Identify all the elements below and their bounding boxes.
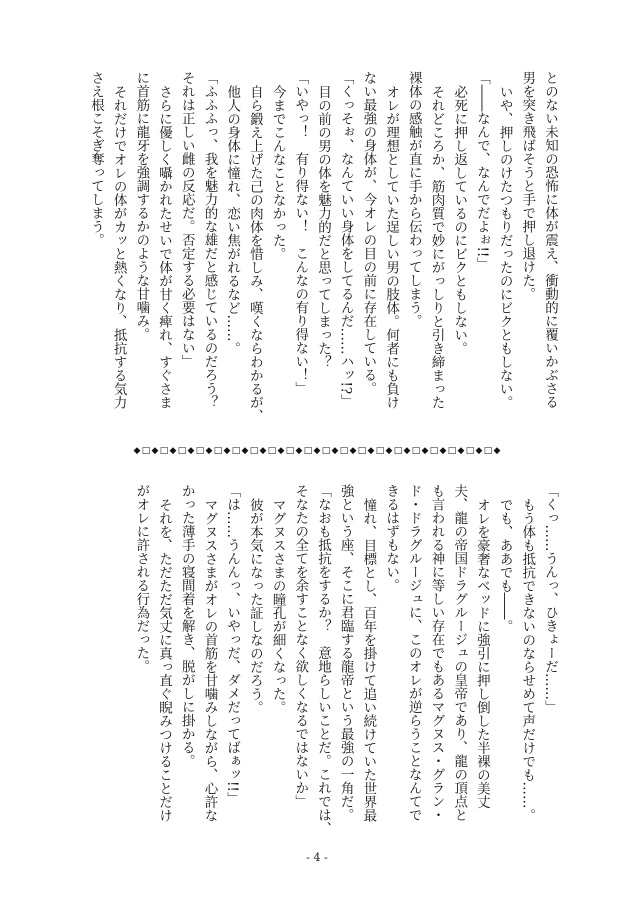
diamond-ornament: ◆ xyxy=(457,446,465,456)
diamond-ornament: ◆ xyxy=(187,446,195,456)
text-line: ない最強の身体が、今オレの目の前に存在している。 xyxy=(360,71,377,395)
page-number: - 4 - xyxy=(306,851,328,864)
diamond-ornament: ◆ xyxy=(241,446,249,456)
text-line: きるはずもない。 xyxy=(383,484,400,592)
text-block-upper xyxy=(84,71,561,423)
square-ornament: □ xyxy=(411,446,421,456)
text-line: もう体も抵抗できないのならせめて声だけでも……。 xyxy=(519,497,536,822)
diamond-ornament: ◆ xyxy=(403,446,411,456)
square-ornament: □ xyxy=(177,446,187,456)
text-line: それどころか、筋肉質で妙にがっしりと引き締まった xyxy=(428,84,445,409)
text-line: も言われる神に等しい存在でもあるマグヌス・グラン・ xyxy=(428,484,445,822)
diamond-ornament: ◆ xyxy=(385,446,393,456)
square-ornament: □ xyxy=(483,446,493,456)
square-ornament: □ xyxy=(195,446,205,456)
text-line: 彼が本気になった証しなのだろう。 xyxy=(246,497,263,714)
square-ornament: □ xyxy=(321,446,331,456)
square-ornament: □ xyxy=(375,446,385,456)
dialogue-line: 「いやっ！ 有り得ない！ こんなの有り得ない！」 xyxy=(292,71,309,395)
text-line: オレを豪奢なベッドに強引に押し倒した半裸の美丈 xyxy=(473,497,490,808)
square-ornament: □ xyxy=(465,446,475,456)
square-ornament: □ xyxy=(249,446,259,456)
square-ornament: □ xyxy=(267,446,277,456)
diamond-ornament: ◆ xyxy=(151,446,159,456)
dialogue-line: そなたの全てを余すことなく欲しくなるではないか」 xyxy=(292,484,309,808)
text-line: かった薄手の寝間着を解き、脱がしに掛かる。 xyxy=(178,484,195,768)
diamond-ornament: ◆ xyxy=(493,446,501,456)
text-line: いや、押しのけたつもりだったのにビクともしない。 xyxy=(496,84,513,409)
square-ornament: □ xyxy=(213,446,223,456)
text-line: オレが理想としていた逞しい男の肢体。何者にも負け xyxy=(383,84,400,409)
section-separator xyxy=(0,446,634,457)
text-line: 他人の身体に憧れ、恋い焦がれるなど……。 xyxy=(224,84,241,355)
text-line: 目の前の男の体を魅力的だと思ってしまった？ xyxy=(314,84,331,368)
text-line: 自ら鍛え上げた己の肉体を惜しみ、嘆くならわかるが、 xyxy=(246,84,263,422)
dialogue-line: 「くっそぉ、なんていい身体をしてるんだ……ハッ!?」 xyxy=(337,71,354,408)
square-ornament: □ xyxy=(447,446,457,456)
square-ornament: □ xyxy=(429,446,439,456)
text-line: 今までこんなことなかった。 xyxy=(269,84,286,260)
square-ornament: □ xyxy=(393,446,403,456)
square-ornament: □ xyxy=(357,446,367,456)
dialogue-line: 「ふふふっ、我を魅力的な雄だと感じているのだろう？ xyxy=(201,71,218,409)
diamond-ornament: ◆ xyxy=(421,446,429,456)
square-ornament: □ xyxy=(303,446,313,456)
text-line: それを、ただただ気丈に真っ直ぐ睨みつけることだけ xyxy=(156,497,173,822)
text-line: それだけでオレの体がカッと熱くなり、抵抗する気力 xyxy=(110,84,127,409)
diamond-ornament: ◆ xyxy=(295,446,303,456)
diamond-ornament: ◆ xyxy=(205,446,213,456)
diamond-ornament: ◆ xyxy=(169,446,177,456)
text-line: さえ根こそぎ奪ってしまう。 xyxy=(87,71,104,247)
diamond-ornament: ◆ xyxy=(223,446,231,456)
diamond-ornament: ◆ xyxy=(439,446,447,456)
dialogue-line: 「――なんで、なんでだよぉ!!」 xyxy=(473,71,490,271)
dialogue-line: 「くっ……うんっ、ひきょーだ……」 xyxy=(542,484,558,714)
text-line: さらに優しく囁かれたせいで体が甘く痺れ、すぐさま xyxy=(156,84,173,409)
text-line: 憧れ、目標とし、百年を掛けて追い続けていた世界最 xyxy=(360,497,377,822)
square-ornament: □ xyxy=(141,446,151,456)
dialogue-line: 「なおも抵抗をするか？ 意地らしいことだ。これでは、 xyxy=(314,484,331,835)
diamond-ornament: ◆ xyxy=(367,446,375,456)
text-line: がオレに許される行為だった。 xyxy=(133,484,150,673)
text-line: でも、ああでも――。 xyxy=(496,497,513,633)
diamond-ornament: ◆ xyxy=(133,446,141,456)
square-ornament: □ xyxy=(339,446,349,456)
text-line: 男を突き飛ばそうと手で押し退けた。 xyxy=(519,71,536,301)
text-line: 裸体の感触が直に手から伝わってしまう。 xyxy=(405,71,422,328)
diamond-ornament: ◆ xyxy=(259,446,267,456)
square-ornament: □ xyxy=(159,446,169,456)
text-line: 強という座、そこに君臨する龍帝という最強の一角だ。 xyxy=(337,484,354,822)
text-line: ド・ドラグルージュに、このオレが逆らうことなんてで xyxy=(405,484,422,822)
square-ornament: □ xyxy=(285,446,295,456)
diamond-ornament: ◆ xyxy=(349,446,357,456)
dialogue-line: それは正しい雌の反応だ。否定する必要はない」 xyxy=(178,71,195,368)
diamond-ornament: ◆ xyxy=(313,446,321,456)
text-line: マグヌスさまの瞳孔が細くなった。 xyxy=(269,497,286,714)
text-block-lower xyxy=(130,484,561,836)
text-line: マグヌスさまがオレの首筋を甘噛みしながら、心許な xyxy=(201,497,218,822)
dialogue-line: 「は……うんんっ、いやっだ、ダメだってばぁッ!!」 xyxy=(224,484,241,806)
diamond-ornament: ◆ xyxy=(475,446,483,456)
text-line: に首筋に龍牙を強調するかのような甘噛み。 xyxy=(133,71,150,341)
text-line: 夫、龍の帝国ドラグルージュの皇帝であり、龍の頂点と xyxy=(451,484,468,822)
text-line: 必死に押し返しているのにビクともしない。 xyxy=(451,84,468,355)
diamond-ornament: ◆ xyxy=(277,446,285,456)
square-ornament: □ xyxy=(231,446,241,456)
text-line: とのない未知の恐怖に体が震え、衝動的に覆いかぶさる xyxy=(542,71,558,409)
diamond-ornament: ◆ xyxy=(331,446,339,456)
